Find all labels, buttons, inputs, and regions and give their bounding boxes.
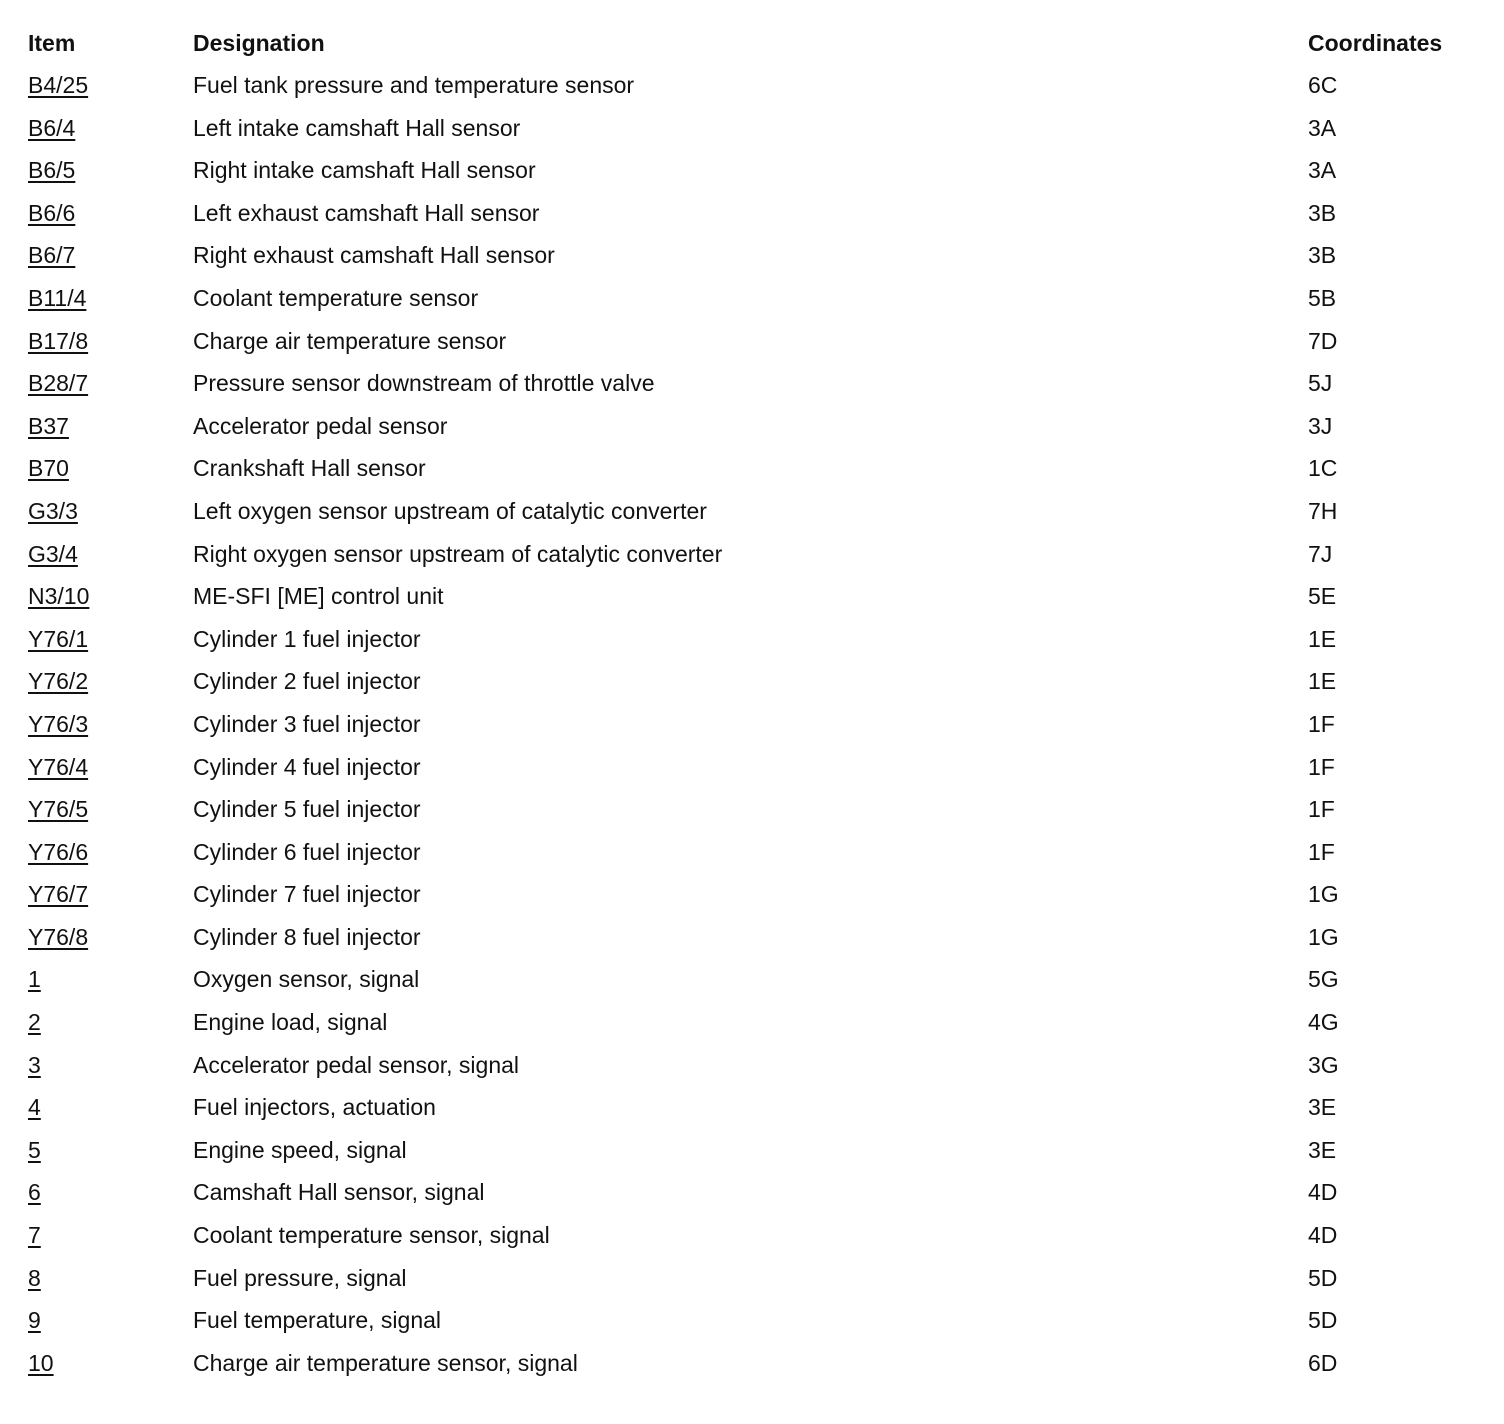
designation-text: Coolant temperature sensor	[193, 284, 479, 311]
coordinates-text: 6D	[1308, 1349, 1338, 1376]
coordinates-text: 6C	[1308, 72, 1338, 98]
item-link[interactable]: Y76/2	[28, 668, 89, 695]
item-link[interactable]: B4/25	[28, 72, 89, 98]
item-link[interactable]: N3/10	[28, 583, 90, 610]
item-link[interactable]: B37	[28, 412, 69, 439]
item-link[interactable]: Y76/5	[28, 796, 89, 823]
table-row	[0, 234, 1504, 277]
coordinates-text: 1C	[1308, 455, 1338, 482]
item-link[interactable]: Y76/3	[28, 710, 89, 737]
designation-text: Accelerator pedal sensor	[193, 412, 448, 439]
coordinates-text: 3A	[1308, 114, 1337, 141]
item-link[interactable]: Y76/4	[28, 753, 89, 780]
table-row	[0, 831, 1504, 874]
designation-text: Cylinder 1 fuel injector	[193, 625, 421, 652]
table-row	[0, 703, 1504, 746]
coordinates-text: 5E	[1308, 583, 1337, 610]
designation-text: Cylinder 6 fuel injector	[193, 838, 421, 865]
table-row	[0, 64, 1504, 107]
designation-text: Coolant temperature sensor, signal	[193, 1222, 550, 1249]
table-row	[0, 746, 1504, 789]
table-row	[0, 533, 1504, 576]
item-link[interactable]: 2	[28, 1009, 41, 1036]
designation-text: Oxygen sensor, signal	[193, 966, 420, 993]
item-link[interactable]: B6/5	[28, 157, 76, 184]
coordinates-text: 1F	[1308, 710, 1335, 737]
table-row	[0, 1342, 1504, 1385]
designation-text: Cylinder 2 fuel injector	[193, 668, 421, 695]
item-link[interactable]: 4	[28, 1094, 41, 1121]
item-link[interactable]: G3/4	[28, 540, 78, 567]
coordinates-text: 4G	[1308, 1009, 1339, 1036]
coordinates-text: 3G	[1308, 1051, 1339, 1078]
table-row	[0, 1171, 1504, 1214]
designation-text: Camshaft Hall sensor, signal	[193, 1179, 485, 1206]
designation-text: Charge air temperature sensor	[193, 327, 507, 354]
designation-text: Cylinder 5 fuel injector	[193, 796, 421, 823]
designation-text: Right exhaust camshaft Hall sensor	[193, 242, 555, 269]
item-link[interactable]: 1	[28, 966, 41, 993]
table-row	[0, 958, 1504, 1001]
table-row	[0, 405, 1504, 448]
designation-text: Left oxygen sensor upstream of catalytic converter	[193, 497, 707, 524]
designation-text: Right oxygen sensor upstream of catalytic converter	[193, 540, 723, 567]
designation-text: Fuel pressure, signal	[193, 1264, 407, 1291]
table-row	[0, 1214, 1504, 1257]
item-link[interactable]: Y76/6	[28, 838, 89, 865]
header-coordinates: Coordinates	[1308, 30, 1443, 56]
coordinates-text: 3E	[1308, 1136, 1337, 1163]
coordinates-text: 1E	[1308, 668, 1337, 695]
item-link[interactable]: B11/4	[28, 284, 87, 311]
item-link[interactable]: B17/8	[28, 327, 89, 354]
coordinates-text: 5B	[1308, 284, 1337, 311]
item-link[interactable]: Y76/1	[28, 625, 89, 652]
coordinates-text: 1F	[1308, 838, 1335, 865]
item-link[interactable]: B6/4	[28, 114, 76, 141]
item-link[interactable]: 8	[28, 1264, 41, 1291]
item-link[interactable]: B6/7	[28, 242, 76, 269]
header-designation: Designation	[193, 30, 325, 56]
item-link[interactable]: 9	[28, 1307, 41, 1334]
table-row	[0, 447, 1504, 490]
coordinates-text: 7D	[1308, 327, 1338, 354]
item-link[interactable]: 7	[28, 1222, 41, 1249]
coordinates-text: 3E	[1308, 1094, 1337, 1121]
table-row	[0, 320, 1504, 363]
table-row	[0, 490, 1504, 533]
coordinates-text: 5J	[1308, 370, 1333, 397]
designation-text: Cylinder 3 fuel injector	[193, 710, 421, 737]
designation-text: Fuel temperature, signal	[193, 1307, 442, 1334]
item-link[interactable]: G3/3	[28, 497, 78, 524]
item-link[interactable]: 10	[28, 1349, 54, 1376]
coordinates-text: 3A	[1308, 157, 1337, 184]
table-row	[0, 660, 1504, 703]
item-link[interactable]: 5	[28, 1136, 41, 1163]
table-row	[0, 788, 1504, 831]
coordinates-text: 7H	[1308, 497, 1338, 524]
table-row	[0, 1044, 1504, 1087]
table-row	[0, 916, 1504, 959]
coordinates-text: 4D	[1308, 1179, 1338, 1206]
item-link[interactable]: 6	[28, 1179, 41, 1206]
designation-text: Fuel tank pressure and temperature sensor	[193, 72, 635, 98]
header-item: Item	[28, 30, 76, 56]
item-link[interactable]: Y76/7	[28, 881, 89, 908]
table-row	[0, 107, 1504, 150]
table-row	[0, 1299, 1504, 1342]
table-row	[0, 873, 1504, 916]
table-row	[0, 1001, 1504, 1044]
designation-text: Pressure sensor downstream of throttle valve	[193, 370, 655, 397]
item-link[interactable]: 3	[28, 1051, 41, 1078]
table-row	[0, 192, 1504, 235]
designation-text: Cylinder 4 fuel injector	[193, 753, 421, 780]
designation-text: Charge air temperature sensor, signal	[193, 1349, 578, 1376]
coordinates-text: 5D	[1308, 1307, 1338, 1334]
designation-text: ME-SFI [ME] control unit	[193, 583, 444, 610]
designation-text: Accelerator pedal sensor, signal	[193, 1051, 520, 1078]
coordinates-text: 1F	[1308, 796, 1335, 823]
item-link[interactable]: B70	[28, 455, 69, 482]
item-link[interactable]: Y76/8	[28, 923, 89, 950]
designation-text: Engine load, signal	[193, 1009, 388, 1036]
table-header	[0, 22, 1504, 64]
table-row	[0, 277, 1504, 320]
table-body	[0, 64, 1504, 1384]
table-row	[0, 1257, 1504, 1300]
coordinates-text: 4D	[1308, 1222, 1338, 1249]
coordinates-text: 1G	[1308, 881, 1339, 908]
item-link[interactable]: B6/6	[28, 199, 76, 226]
coordinates-text: 1F	[1308, 753, 1335, 780]
table-row	[0, 1086, 1504, 1129]
designation-text: Left intake camshaft Hall sensor	[193, 114, 521, 141]
designation-text: Cylinder 7 fuel injector	[193, 881, 421, 908]
table-row	[0, 362, 1504, 405]
designation-text: Left exhaust camshaft Hall sensor	[193, 199, 540, 226]
designation-text: Fuel injectors, actuation	[193, 1094, 436, 1121]
item-link[interactable]: B28/7	[28, 370, 89, 397]
coordinates-text: 3B	[1308, 242, 1337, 269]
designation-text: Crankshaft Hall sensor	[193, 455, 426, 482]
table-row	[0, 149, 1504, 192]
table-row	[0, 618, 1504, 661]
coordinates-text: 5D	[1308, 1264, 1338, 1291]
coordinates-text: 5G	[1308, 966, 1339, 993]
designation-text: Engine speed, signal	[193, 1136, 407, 1163]
designation-text: Right intake camshaft Hall sensor	[193, 157, 536, 184]
coordinates-text: 3J	[1308, 412, 1333, 439]
coordinates-text: 1G	[1308, 923, 1339, 950]
coordinates-text: 7J	[1308, 540, 1333, 567]
table-row	[0, 575, 1504, 618]
designation-text: Cylinder 8 fuel injector	[193, 923, 421, 950]
coordinates-text: 1E	[1308, 625, 1337, 652]
coordinates-text: 3B	[1308, 199, 1337, 226]
table-row	[0, 1129, 1504, 1172]
